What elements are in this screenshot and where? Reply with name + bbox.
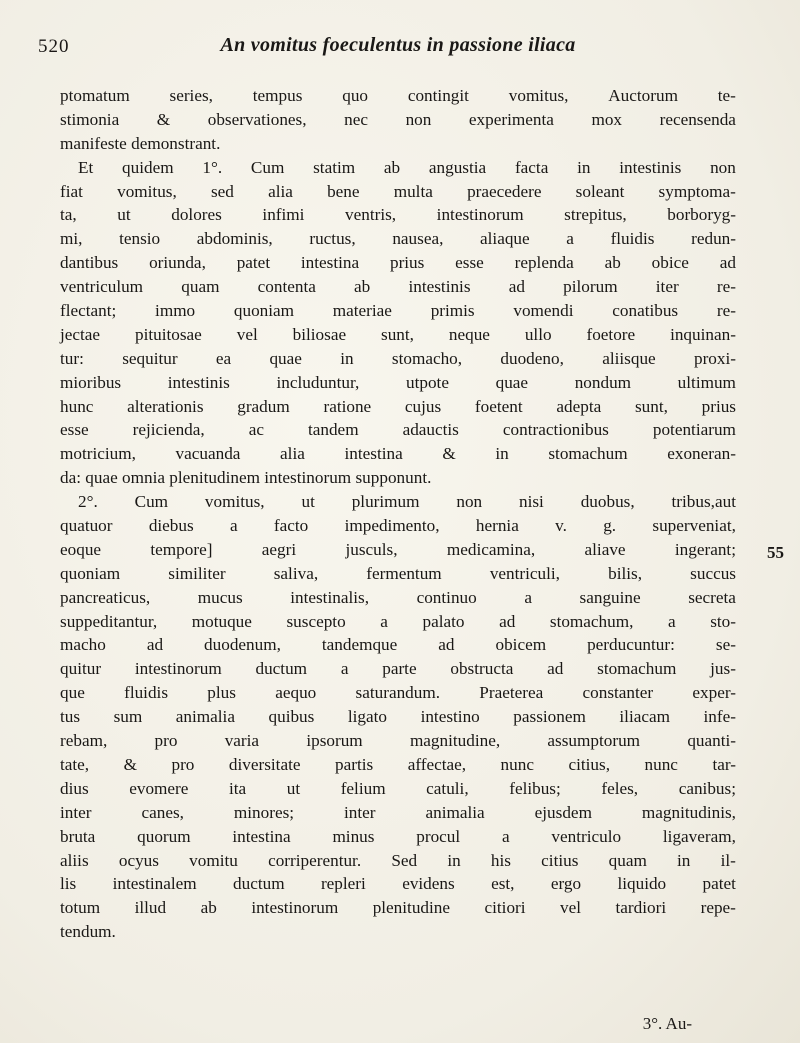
text-line: pancreaticus, mucus intestinalis, continuo a sanguine secreta <box>60 587 736 607</box>
catchword: 3°. Au- <box>642 1014 692 1033</box>
text-line: da: quae omnia plenitudinem intestinorum supponunt. <box>60 468 432 488</box>
text-line: fiat vomitus, sed alia bene multa praecedere soleant symptoma- <box>60 181 736 201</box>
text-line: dantibus oriunda, patet intestina prius esse replenda ab obice ad <box>60 253 736 273</box>
margin-note: 55 <box>767 543 784 562</box>
text-line: quatuor diebus a facto impedimento, hernia v. g. superveniat, <box>60 516 736 536</box>
text-line: Et quidem 1°. Cum statim ab angustia facta in intestinis non <box>78 157 736 177</box>
text-line: quoniam similiter saliva, fermentum ventriculi, bilis, succus <box>60 563 736 583</box>
text-line: tus sum animalia quibus ligato intestino passionem iliacam infe- <box>60 707 736 727</box>
text-line: dius evomere ita ut felium catuli, felibus; feles, canibus; <box>60 778 736 798</box>
text-line: quitur intestinorum ductum a parte obstructa ad stomachum jus- <box>60 659 736 679</box>
text-line: tendum. <box>60 922 116 942</box>
text-line: jectae pituitosae vel biliosae sunt, neque ullo foetore inquinan- <box>60 324 736 344</box>
text-line: aliis ocyus vomitu corriperentur. Sed in his citius quam in il- <box>60 850 736 870</box>
page-header <box>38 34 678 64</box>
text-line: stimonia & observationes, nec non experimenta mox recensenda <box>60 109 736 129</box>
text-line: eoque tempore] aegri jusculs, medicamina, aliave ingerant; <box>60 539 736 559</box>
text-line: 2°. Cum vomitus, ut plurimum non nisi duobus, tribus,aut <box>78 492 736 512</box>
text-line: ta, ut dolores infimi ventris, intestinorum strepitus, borboryg- <box>60 205 736 225</box>
text-line: tate, & pro diversitate partis affectae, nunc citius, nunc tar- <box>60 754 736 774</box>
text-line: mioribus intestinis includuntur, utpote quae nondum ultimum <box>60 372 736 392</box>
page-number: 520 <box>38 36 70 57</box>
running-title: An vomitus foeculentus in passione iliaca <box>220 34 576 56</box>
text-line: bruta quorum intestina minus procul a ventriculo ligaveram, <box>60 826 736 846</box>
text-line: mi, tensio abdominis, ructus, nausea, aliaque a fluidis redun- <box>60 229 736 249</box>
text-line: hunc alterationis gradum ratione cujus foetent adepta sunt, prius <box>60 396 736 416</box>
text-line: manifeste demonstrant. <box>60 133 221 153</box>
body-text <box>60 84 736 944</box>
text-line: suppeditantur, motuque suscepto a palato ad stomachum, a sto- <box>60 611 736 631</box>
text-line: flectant; immo quoniam materiae primis vomendi conatibus re- <box>60 301 736 321</box>
text-line: tur: sequitur ea quae in stomacho, duodeno, aliisque proxi- <box>60 348 736 368</box>
text-line: esse rejicienda, ac tandem adauctis contractionibus potentiarum <box>60 420 736 440</box>
text-line: motricium, vacuanda alia intestina & in stomachum exoneran- <box>60 444 736 464</box>
text-line: lis intestinalem ductum repleri evidens est, ergo liquido patet <box>60 874 736 894</box>
text-line: ptomatum series, tempus quo contingit vomitus, Auctorum te- <box>60 86 736 105</box>
text-line: macho ad duodenum, tandemque ad obicem perducuntur: se- <box>60 635 736 655</box>
text-line: inter canes, minores; inter animalia ejusdem magnitudinis, <box>60 802 736 822</box>
text-line: que fluidis plus aequo saturandum. Praeterea constanter exper- <box>60 683 736 703</box>
text-line: rebam, pro varia ipsorum magnitudine, assumptorum quanti- <box>60 731 736 751</box>
text-line: ventriculum quam contenta ab intestinis ad pilorum iter re- <box>60 277 736 297</box>
text-line: totum illud ab intestinorum plenitudine citiori vel tardiori repe- <box>60 898 736 918</box>
